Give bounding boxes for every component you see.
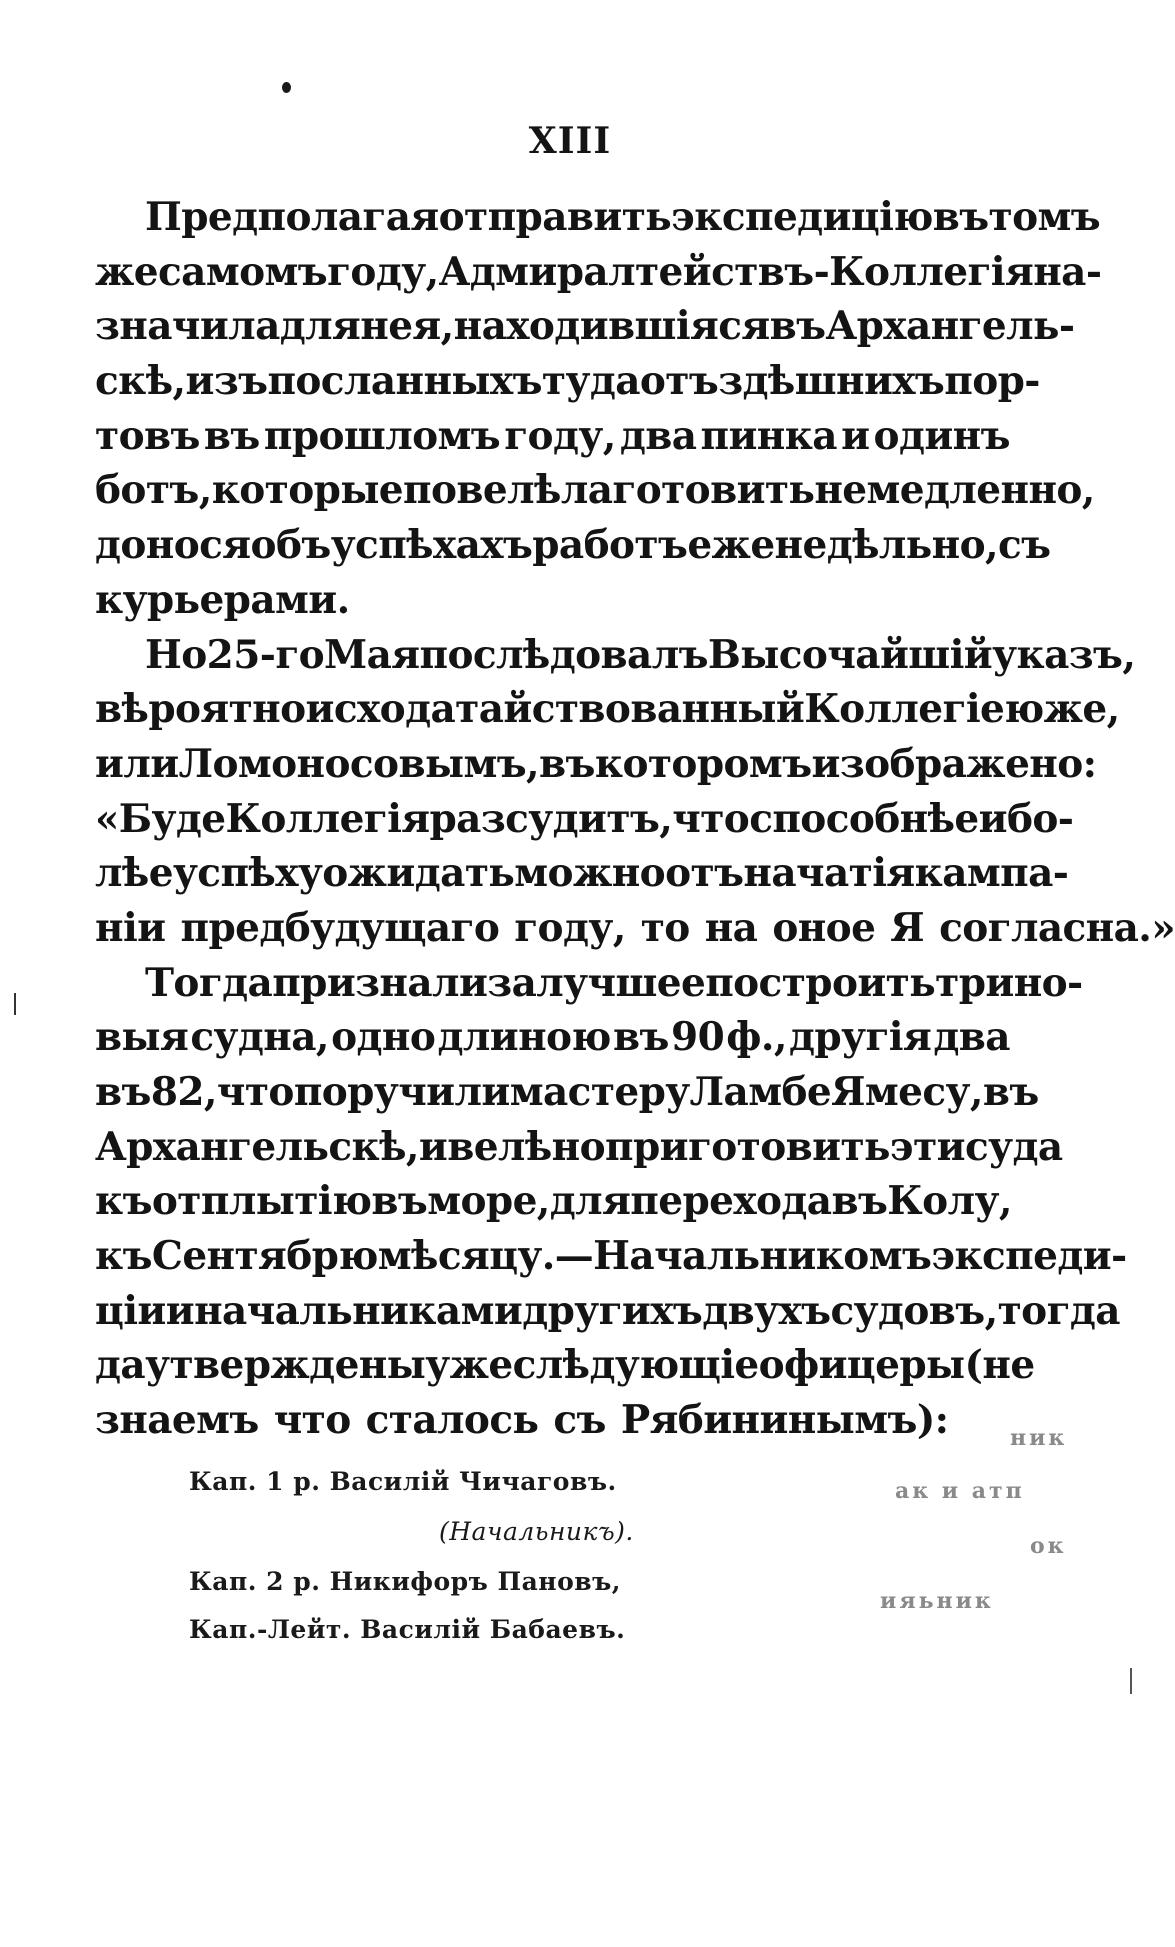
ink-dot bbox=[282, 82, 291, 93]
text-line: значила для нея, находившіяся въ Архангель- bbox=[95, 303, 1075, 350]
text-line: ціи и начальниками другихъ двухъ судовъ, тогда bbox=[95, 1287, 1120, 1334]
text-line: ботъ, которые повелѣла готовить немедленно, bbox=[95, 467, 1095, 514]
text-line: къ Сентябрю мѣсяцу.—Начальникомъ экспеди- bbox=[95, 1233, 1127, 1280]
text-line: скѣ, изъ посланныхъ туда отъ здѣшнихъ пор- bbox=[95, 358, 1040, 405]
text-line: донося объ успѣхахъ работъ еженедѣльно, съ bbox=[95, 522, 1051, 569]
text-line: курьерами. bbox=[95, 576, 350, 623]
body-text bbox=[95, 190, 1175, 1448]
text-line: Архангельскѣ, и велѣно приготовить эти суда bbox=[95, 1123, 1063, 1170]
officer-entry-panov: Кап. 2 р. Никифоръ Пановъ, bbox=[189, 1567, 622, 1596]
bleed-through-text: ник bbox=[1010, 1425, 1068, 1451]
officer-role-note: (Начальникъ). bbox=[439, 1517, 634, 1546]
text-line: же самомъ году, Адмиралтействъ-Коллегія на- bbox=[95, 248, 1102, 295]
text-line: вѣроятно исходатайствованный Коллегіею же, bbox=[95, 686, 1120, 733]
text-line: или Ломоносовымъ, въ которомъ изображено: bbox=[95, 740, 1097, 787]
bleed-through-text: ок bbox=[1030, 1533, 1067, 1559]
margin-mark-right bbox=[1130, 1668, 1132, 1694]
margin-mark-left bbox=[14, 993, 16, 1015]
text-line: къ отплытію въ море, для перехода въ Колу, bbox=[95, 1178, 1012, 1225]
text-line: въ 82, что поручили мастеру Ламбе Ямесу, въ bbox=[95, 1069, 1039, 1115]
text-line: да утверждены уже слѣдующіе офицеры (не bbox=[95, 1342, 1035, 1389]
officer-entry-babaev: Кап.-Лейт. Василій Бабаевъ. bbox=[189, 1615, 626, 1644]
officer-entry-chichagov: Кап. 1 р. Василій Чичаговъ. bbox=[189, 1467, 617, 1496]
page-number: XIII bbox=[528, 120, 612, 162]
text-line: выя судна, одно длиною въ 90 ф., другія два bbox=[95, 1014, 1010, 1061]
text-line: Предполагая отправить экспедицію въ томъ bbox=[145, 194, 1101, 240]
bleed-through-text: ияьник bbox=[880, 1588, 994, 1614]
text-line: Но 25-го Мая послѣдовалъ Высочайшій указъ, bbox=[145, 631, 1136, 678]
text-line: товъ въ прошломъ году, два пинка и одинъ bbox=[95, 412, 1010, 459]
text-line: знаемъ что сталось съ Рябининымъ): bbox=[95, 1397, 949, 1444]
text-line: «Буде Коллегія разсудитъ, что способнѣе и бо- bbox=[95, 795, 1074, 842]
officer-list bbox=[189, 1458, 689, 1654]
text-line: ніи предбудущаго году, то на оное Я согласна.» bbox=[95, 904, 1175, 951]
text-line: Тогда признали за лучшее построить три но- bbox=[145, 959, 1083, 1006]
bleed-through-text: ак и атп bbox=[895, 1478, 1025, 1504]
text-line: лѣе успѣху ожидать можно отъ начатія кампа- bbox=[95, 850, 1069, 897]
